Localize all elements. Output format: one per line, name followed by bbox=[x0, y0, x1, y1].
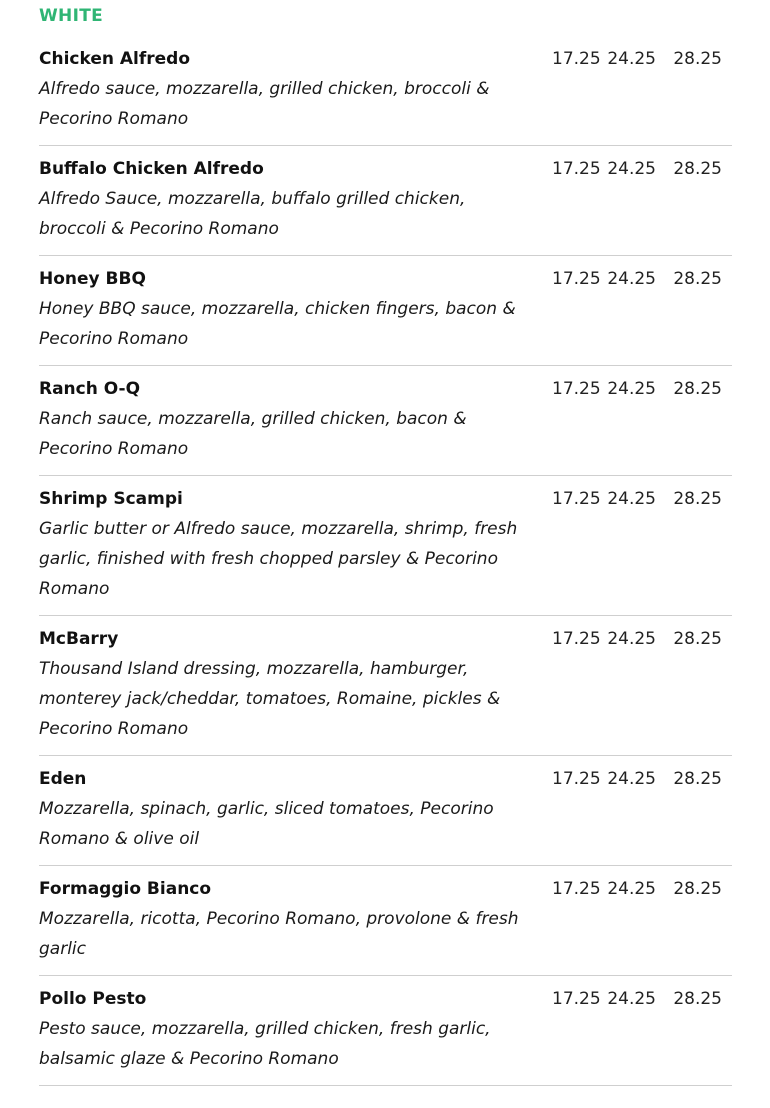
price-large: 28.25 bbox=[673, 159, 722, 179]
menu-item-prices bbox=[552, 624, 732, 654]
menu-item-name: Pollo Pesto bbox=[39, 989, 147, 1009]
price-small: 17.25 bbox=[552, 769, 601, 789]
menu-item-prices bbox=[552, 874, 732, 904]
menu-item[interactable] bbox=[39, 366, 732, 476]
price-small: 17.25 bbox=[552, 379, 601, 399]
price-medium: 24.25 bbox=[607, 269, 656, 289]
menu-item-prices bbox=[552, 764, 732, 794]
menu-item-name: Eden bbox=[39, 769, 87, 789]
menu-section-white bbox=[39, 0, 732, 1108]
menu-item-partial bbox=[39, 1086, 732, 1108]
price-small: 17.25 bbox=[552, 49, 601, 69]
menu-item-name: Formaggio Bianco bbox=[39, 879, 212, 899]
menu-item[interactable] bbox=[39, 616, 732, 756]
menu-item[interactable] bbox=[39, 976, 732, 1086]
price-medium: 24.25 bbox=[607, 159, 656, 179]
menu-item-prices bbox=[552, 154, 732, 184]
price-small: 17.25 bbox=[552, 629, 601, 649]
menu-item-header bbox=[39, 874, 732, 904]
menu-item[interactable] bbox=[39, 866, 732, 976]
price-medium: 24.25 bbox=[607, 489, 656, 509]
menu-item[interactable] bbox=[39, 36, 732, 146]
price-small: 17.25 bbox=[552, 989, 601, 1009]
menu-item-header bbox=[39, 154, 732, 184]
menu-item-prices bbox=[552, 374, 732, 404]
price-medium: 24.25 bbox=[607, 629, 656, 649]
price-small: 17.25 bbox=[552, 879, 601, 899]
menu-item-prices bbox=[552, 264, 732, 294]
menu-item-description: Thousand Island dressing, mozzarella, hamburger, monterey jack/cheddar, tomatoes, Romaine, pickles & Pecorino Romano bbox=[39, 659, 501, 739]
price-large: 28.25 bbox=[673, 879, 722, 899]
price-small: 17.25 bbox=[552, 489, 601, 509]
menu-item-header bbox=[39, 374, 732, 404]
menu-item-prices bbox=[552, 984, 732, 1014]
price-medium: 24.25 bbox=[607, 49, 656, 69]
menu-item[interactable] bbox=[39, 756, 732, 866]
menu-item-header bbox=[39, 44, 732, 74]
menu-item[interactable] bbox=[39, 146, 732, 256]
menu-item-name: Honey BBQ bbox=[39, 269, 146, 289]
menu-item-header-partial bbox=[39, 1102, 732, 1108]
menu-item-name: Chicken Alfredo bbox=[39, 49, 191, 69]
section-title: WHITE bbox=[39, 6, 104, 26]
menu-item-description: Garlic butter or Alfredo sauce, mozzarella, shrimp, fresh garlic, finished with fresh chopped parsley & Pecorino Romano bbox=[39, 519, 518, 599]
price-medium: 24.25 bbox=[607, 379, 656, 399]
menu-item-description: Pesto sauce, mozzarella, grilled chicken, fresh garlic, balsamic glaze & Pecorino Romano bbox=[39, 1019, 491, 1069]
menu-item-description: Ranch sauce, mozzarella, grilled chicken, bacon & Pecorino Romano bbox=[39, 409, 467, 459]
price-small: 17.25 bbox=[552, 269, 601, 289]
menu-item-description: Alfredo sauce, mozzarella, grilled chicken, broccoli & Pecorino Romano bbox=[39, 79, 490, 129]
menu-item-prices bbox=[552, 44, 732, 74]
price-small: 17.25 bbox=[552, 159, 601, 179]
menu-item-header bbox=[39, 484, 732, 514]
price-large: 28.25 bbox=[673, 379, 722, 399]
price-medium: 24.25 bbox=[607, 769, 656, 789]
menu-item-name: Ranch O-Q bbox=[39, 379, 141, 399]
price-large: 28.25 bbox=[673, 489, 722, 509]
price-medium: 24.25 bbox=[607, 879, 656, 899]
menu-item-header bbox=[39, 264, 732, 294]
menu-item-name: Buffalo Chicken Alfredo bbox=[39, 159, 264, 179]
price-large: 28.25 bbox=[673, 769, 722, 789]
menu-item[interactable] bbox=[39, 476, 732, 616]
price-large: 28.25 bbox=[673, 989, 722, 1009]
menu-item-prices bbox=[552, 484, 732, 514]
menu-item-header bbox=[39, 984, 732, 1014]
menu-item-name: McBarry bbox=[39, 629, 119, 649]
price-large: 28.25 bbox=[673, 269, 722, 289]
price-large: 28.25 bbox=[673, 629, 722, 649]
menu-item-name: Shrimp Scampi bbox=[39, 489, 183, 509]
menu-item-header bbox=[39, 624, 732, 654]
menu-item-header bbox=[39, 764, 732, 794]
menu-item-description: Mozzarella, ricotta, Pecorino Romano, provolone & fresh garlic bbox=[39, 909, 519, 959]
menu-item[interactable] bbox=[39, 256, 732, 366]
price-large: 28.25 bbox=[673, 49, 722, 69]
price-medium: 24.25 bbox=[607, 989, 656, 1009]
menu-item-description: Alfredo Sauce, mozzarella, buffalo grilled chicken, broccoli & Pecorino Romano bbox=[39, 189, 466, 239]
menu-item-description: Mozzarella, spinach, garlic, sliced tomatoes, Pecorino Romano & olive oil bbox=[39, 799, 494, 849]
menu-item-description: Honey BBQ sauce, mozzarella, chicken fingers, bacon & Pecorino Romano bbox=[39, 299, 516, 349]
